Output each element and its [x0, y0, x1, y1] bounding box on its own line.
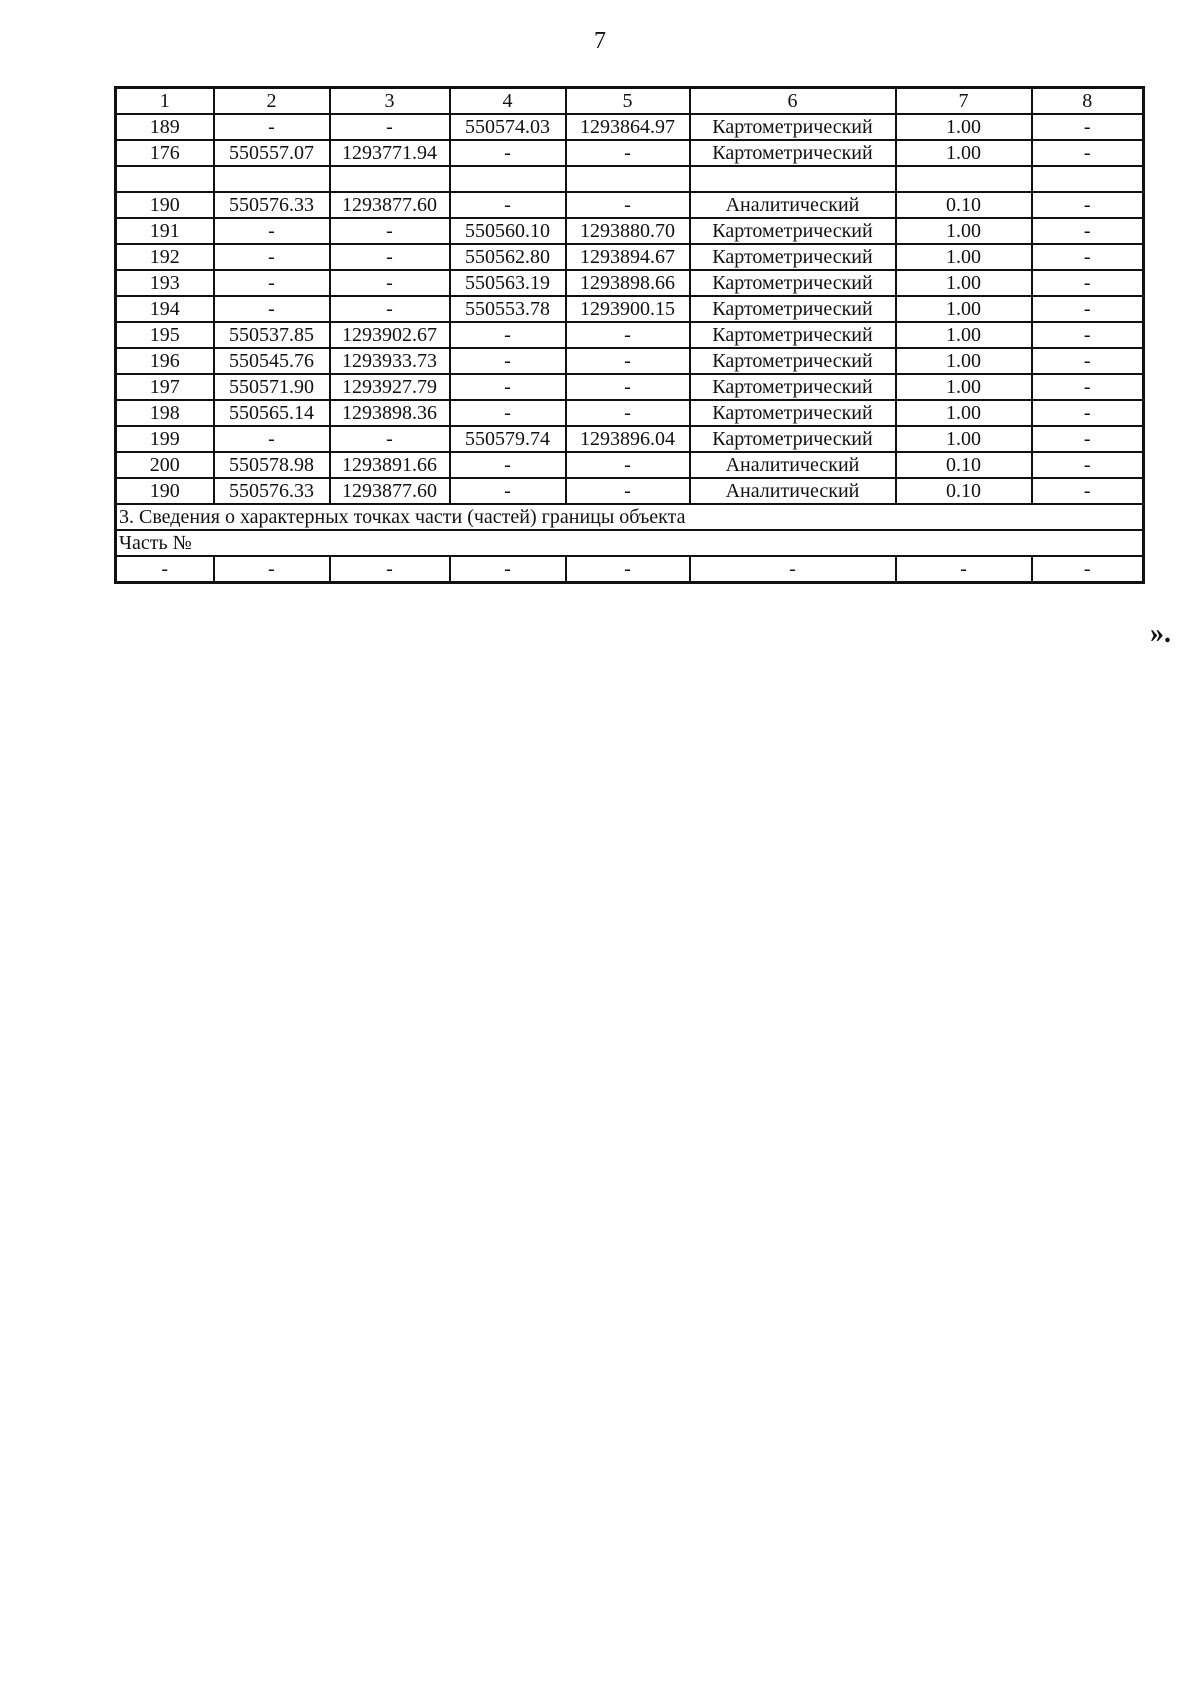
table-cell: - — [1032, 400, 1144, 426]
table-cell: - — [1032, 348, 1144, 374]
table-cell: 1293900.15 — [566, 296, 690, 322]
table-cell: - — [214, 296, 330, 322]
table-cell: - — [116, 556, 214, 583]
table-cell: 1.00 — [896, 218, 1032, 244]
table-cell: 199 — [116, 426, 214, 452]
table-cell: - — [566, 192, 690, 218]
table-cell: Картометрический — [690, 374, 896, 400]
table-cell: - — [450, 452, 566, 478]
table-cell: 176 — [116, 140, 214, 166]
table-cell: 1293891.66 — [330, 452, 450, 478]
table-row — [116, 452, 1144, 478]
table-row — [116, 426, 1144, 452]
table-cell: - — [1032, 218, 1144, 244]
table-cell: - — [1032, 114, 1144, 140]
table-cell: - — [214, 270, 330, 296]
table-cell: Картометрический — [690, 270, 896, 296]
table-cell — [690, 166, 896, 192]
table-cell: - — [566, 140, 690, 166]
table-cell: Картометрический — [690, 114, 896, 140]
table-row — [116, 218, 1144, 244]
table-cell: - — [1032, 556, 1144, 583]
section-title-row-cell: 3. Сведения о характерных точках части (частей) границы объекта — [116, 504, 1144, 530]
table-cell: 1.00 — [896, 426, 1032, 452]
table-cell: - — [896, 556, 1032, 583]
table-row — [116, 270, 1144, 296]
table-cell: 550563.19 — [450, 270, 566, 296]
table-row — [116, 244, 1144, 270]
table-cell: 1.00 — [896, 296, 1032, 322]
part-label-row-cell: Часть № — [116, 530, 1144, 556]
table-cell: 1293927.79 — [330, 374, 450, 400]
table-cell: 200 — [116, 452, 214, 478]
table-cell: 198 — [116, 400, 214, 426]
table-cell: 0.10 — [896, 452, 1032, 478]
table-row — [116, 374, 1144, 400]
table-cell: - — [450, 400, 566, 426]
table-cell: 191 — [116, 218, 214, 244]
table-cell: Картометрический — [690, 244, 896, 270]
table-cell: - — [214, 244, 330, 270]
table-cell: Картометрический — [690, 140, 896, 166]
table-cell: 550578.98 — [214, 452, 330, 478]
table-row — [116, 556, 1144, 583]
table-cell: - — [1032, 296, 1144, 322]
table-cell: - — [450, 348, 566, 374]
table-cell: 0.10 — [896, 478, 1032, 504]
table-cell: Картометрический — [690, 296, 896, 322]
table-cell — [1032, 166, 1144, 192]
table-cell — [116, 166, 214, 192]
table-cell: 190 — [116, 192, 214, 218]
part-label-row — [116, 530, 1144, 556]
table-cell — [330, 166, 450, 192]
table-cell: - — [214, 556, 330, 583]
table-cell: 1293880.70 — [566, 218, 690, 244]
table-cell: - — [690, 556, 896, 583]
coordinates-table-container — [114, 86, 1145, 584]
table-cell: - — [1032, 140, 1144, 166]
table-cell: - — [214, 426, 330, 452]
table-cell: - — [450, 322, 566, 348]
table-cell: 4 — [450, 88, 566, 115]
table-row — [116, 322, 1144, 348]
table-cell: 6 — [690, 88, 896, 115]
table-cell: 1 — [116, 88, 214, 115]
table-cell: 1293894.67 — [566, 244, 690, 270]
table-cell: - — [566, 478, 690, 504]
table-row — [116, 348, 1144, 374]
table-cell: - — [330, 426, 450, 452]
coordinates-table — [114, 86, 1145, 584]
table-cell: - — [330, 296, 450, 322]
table-cell: - — [1032, 244, 1144, 270]
table-cell: 1293877.60 — [330, 192, 450, 218]
table-cell: 193 — [116, 270, 214, 296]
table-cell: 196 — [116, 348, 214, 374]
table-cell: 550571.90 — [214, 374, 330, 400]
table-row — [116, 114, 1144, 140]
table-cell: 1.00 — [896, 114, 1032, 140]
table-cell: 3 — [330, 88, 450, 115]
table-cell: 550579.74 — [450, 426, 566, 452]
table-cell: 550557.07 — [214, 140, 330, 166]
table-cell: 195 — [116, 322, 214, 348]
table-cell: - — [1032, 478, 1144, 504]
page-number: 7 — [594, 28, 606, 54]
table-cell: 1.00 — [896, 348, 1032, 374]
table-cell: - — [450, 478, 566, 504]
table-cell: 550565.14 — [214, 400, 330, 426]
table-cell: Картометрический — [690, 218, 896, 244]
table-cell: - — [1032, 426, 1144, 452]
table-cell: - — [566, 374, 690, 400]
table-cell: - — [566, 556, 690, 583]
table-cell: 1.00 — [896, 244, 1032, 270]
table-cell: 7 — [896, 88, 1032, 115]
table-cell: 1.00 — [896, 400, 1032, 426]
table-cell: 1.00 — [896, 322, 1032, 348]
table-cell: 1293933.73 — [330, 348, 450, 374]
table-cell: 5 — [566, 88, 690, 115]
table-cell: Аналитический — [690, 192, 896, 218]
table-cell: 1293902.67 — [330, 322, 450, 348]
table-cell: - — [566, 452, 690, 478]
table-cell: 1293896.04 — [566, 426, 690, 452]
table-cell: - — [330, 244, 450, 270]
table-row — [116, 296, 1144, 322]
table-cell: 550574.03 — [450, 114, 566, 140]
table-cell: 1.00 — [896, 140, 1032, 166]
table-row — [116, 140, 1144, 166]
table-cell: - — [1032, 192, 1144, 218]
header-row — [116, 88, 1144, 115]
table-row — [116, 400, 1144, 426]
table-cell: - — [450, 140, 566, 166]
table-cell: 550545.76 — [214, 348, 330, 374]
table-cell: 1.00 — [896, 374, 1032, 400]
table-row — [116, 192, 1144, 218]
table-cell: 8 — [1032, 88, 1144, 115]
table-cell: - — [1032, 452, 1144, 478]
section-title-row — [116, 504, 1144, 530]
table-cell: Аналитический — [690, 478, 896, 504]
table-cell: 2 — [214, 88, 330, 115]
table-cell: 550562.80 — [450, 244, 566, 270]
table-cell: 1293898.36 — [330, 400, 450, 426]
table-row — [116, 166, 1144, 192]
table-cell: - — [214, 114, 330, 140]
table-cell: Картометрический — [690, 426, 896, 452]
table-cell: 197 — [116, 374, 214, 400]
table-cell: - — [214, 218, 330, 244]
table-cell: 550576.33 — [214, 192, 330, 218]
table-cell: 192 — [116, 244, 214, 270]
table-body — [116, 88, 1144, 583]
table-cell: 1293877.60 — [330, 478, 450, 504]
table-cell: 190 — [116, 478, 214, 504]
table-cell: Картометрический — [690, 322, 896, 348]
table-cell: Аналитический — [690, 452, 896, 478]
table-cell: - — [330, 556, 450, 583]
table-cell — [566, 166, 690, 192]
table-cell — [450, 166, 566, 192]
table-cell: Картометрический — [690, 400, 896, 426]
closing-quote: ». — [1150, 618, 1171, 649]
table-cell: - — [330, 218, 450, 244]
table-cell: 1.00 — [896, 270, 1032, 296]
table-cell: 550537.85 — [214, 322, 330, 348]
table-cell: - — [450, 556, 566, 583]
table-cell: 1293771.94 — [330, 140, 450, 166]
table-cell: - — [330, 270, 450, 296]
table-cell: 194 — [116, 296, 214, 322]
table-cell — [214, 166, 330, 192]
table-cell: 550560.10 — [450, 218, 566, 244]
table-cell: 1293898.66 — [566, 270, 690, 296]
table-cell: - — [450, 374, 566, 400]
table-cell: 0.10 — [896, 192, 1032, 218]
table-cell: 1293864.97 — [566, 114, 690, 140]
table-cell: - — [1032, 374, 1144, 400]
table-cell: - — [566, 348, 690, 374]
table-cell: - — [566, 322, 690, 348]
table-cell — [896, 166, 1032, 192]
table-row — [116, 478, 1144, 504]
table-cell: - — [330, 114, 450, 140]
table-cell: 550553.78 — [450, 296, 566, 322]
table-cell: - — [1032, 270, 1144, 296]
table-cell: - — [1032, 322, 1144, 348]
table-cell: 189 — [116, 114, 214, 140]
table-cell: - — [450, 192, 566, 218]
table-cell: - — [566, 400, 690, 426]
table-cell: 550576.33 — [214, 478, 330, 504]
table-cell: Картометрический — [690, 348, 896, 374]
